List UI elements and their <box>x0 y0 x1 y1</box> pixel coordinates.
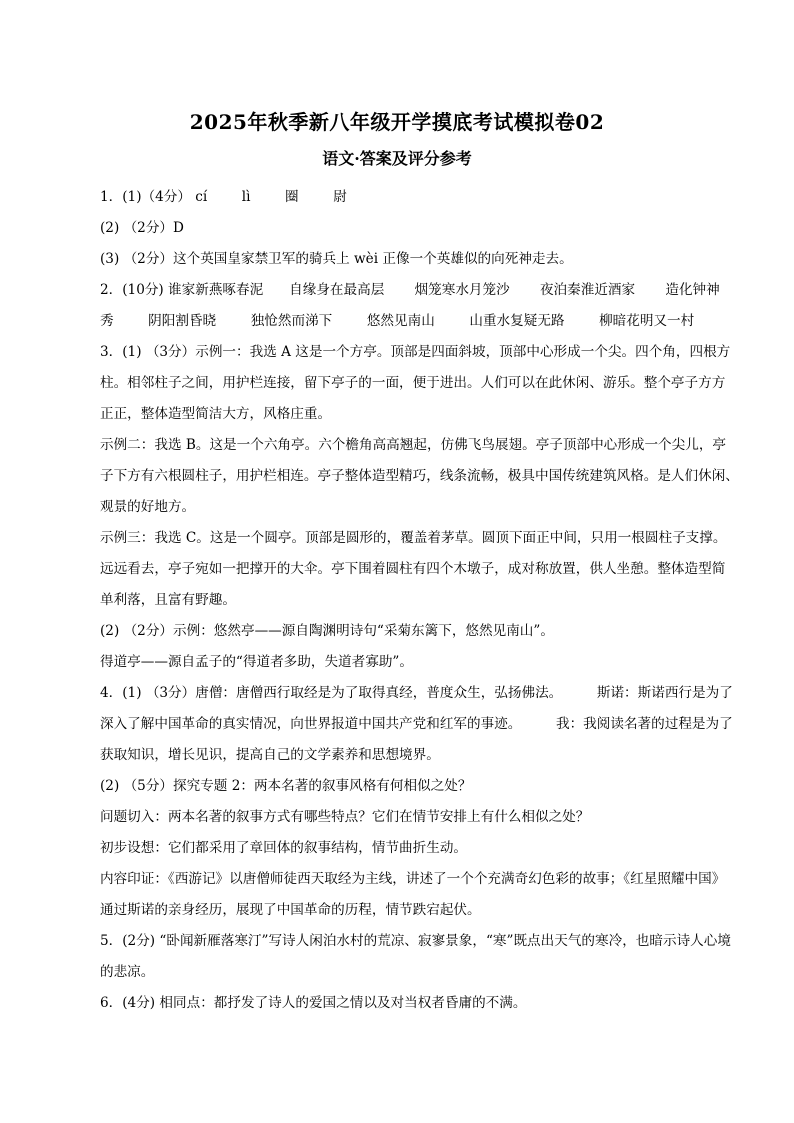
answer-line: 子下方有六根圆柱子，用护栏相连。亭子整体造型精巧，线条流畅，极具中国传统建筑风格。是人们休闲、 <box>100 468 739 484</box>
answer-line: 获取知识，增长见识，提高自己的文学素养和思想境界。 <box>100 747 440 763</box>
answer-line: (2) （5分）探究专题 2：两本名著的叙事风格有何相似之处？ <box>100 778 472 794</box>
document-subtitle: 语文·答案及评分参考 <box>322 149 472 168</box>
answer-line: (2) （2分）D <box>100 220 184 236</box>
answer-line: 柱。相邻柱子之间，用护栏连接，留下亭子的一面，便于进出。人们可以在此休闲、游乐。整个亭子方方 <box>100 375 726 391</box>
document-title: 2025年秋季新八年级开学摸底考试模拟卷02 <box>189 110 605 134</box>
answer-line: 1．(1)（4分） cí lì 圈 尉 <box>100 189 347 205</box>
answer-line: 的悲凉。 <box>100 964 155 980</box>
answer-line: (3) （2分）这个英国皇家禁卫军的骑兵上 wèi 正像一个英雄似的向死神走去。 <box>100 251 573 267</box>
answer-line: 6．(4分) 相同点：都抒发了诗人的爱国之情以及对当权者昏庸的不满。 <box>100 995 527 1011</box>
answer-line: 通过斯诺的亲身经历，展现了中国革命的历程，情节跌宕起伏。 <box>100 902 481 918</box>
answer-line: 远远看去，亭子宛如一把撑开的大伞。亭下围着圆柱有四个木墩子，成对称放置，供人坐憩。整体造型简 <box>100 561 726 577</box>
answer-line: 示例二：我选 B。这是一个六角亭。六个檐角高高翘起，仿佛飞鸟展翅。亭子顶部中心形成一个尖儿，亭 <box>100 437 727 453</box>
answer-line: 得道亭——源自孟子的“得道者多助，失道者寡助”。 <box>100 654 413 670</box>
answer-line: 示例三：我选 C。这是一个圆亭。顶部是圆形的，覆盖着茅草。圆顶下面正中间，只用一根圆柱子支撑。 <box>100 530 727 546</box>
answer-line: 初步设想：它们都采用了章回体的叙事结构，情节曲折生动。 <box>100 840 468 856</box>
answer-line: 深入了解中国革命的真实情况，向世界报道中国共产党和红军的事迹。 我：我阅读名著的过程是为了 <box>100 716 733 732</box>
answer-line: (2) （2分）示例：悠然亭——源自陶渊明诗句“采菊东篱下，悠然见南山”。 <box>100 623 554 639</box>
answer-line: 问题切入：两本名著的叙事方式有哪些特点？它们在情节安排上有什么相似之处？ <box>100 809 590 825</box>
answer-line: 秀 阴阳割昏晓 独怆然而涕下 悠然见南山 山重水复疑无路 柳暗花明又一村 <box>100 313 695 329</box>
answer-line: 观景的好地方。 <box>100 499 196 515</box>
answer-line: 内容印证：《西游记》以唐僧师徒西天取经为主线，讲述了一个个充满奇幻色彩的故事；《红星照耀中国》 <box>100 871 726 887</box>
answer-line: 2．(10分) 谁家新燕啄春泥 自缘身在最高层 烟笼寒水月笼沙 夜泊秦淮近酒家 造化钟神 <box>100 282 720 298</box>
answer-line: 5．(2分) “卧闻新雁落寒汀”写诗人闲泊水村的荒凉、寂寥景象，“寒”既点出天气的寒冷，也暗示诗人心境 <box>100 933 731 949</box>
answer-line: 4．(1) （3分）唐僧：唐僧西行取经是为了取得真经，普度众生，弘扬佛法。 斯诺：斯诺西行是为了 <box>100 685 733 701</box>
answer-line: 3．(1) （3分）示例一：我选 A 这是一个方亭。顶部是四面斜坡，顶部中心形成一个尖。四个角，四根方 <box>100 344 731 360</box>
answer-line: 单利落，且富有野趣。 <box>100 592 236 608</box>
answer-line: 正正，整体造型简洁大方，风格庄重。 <box>100 406 332 422</box>
